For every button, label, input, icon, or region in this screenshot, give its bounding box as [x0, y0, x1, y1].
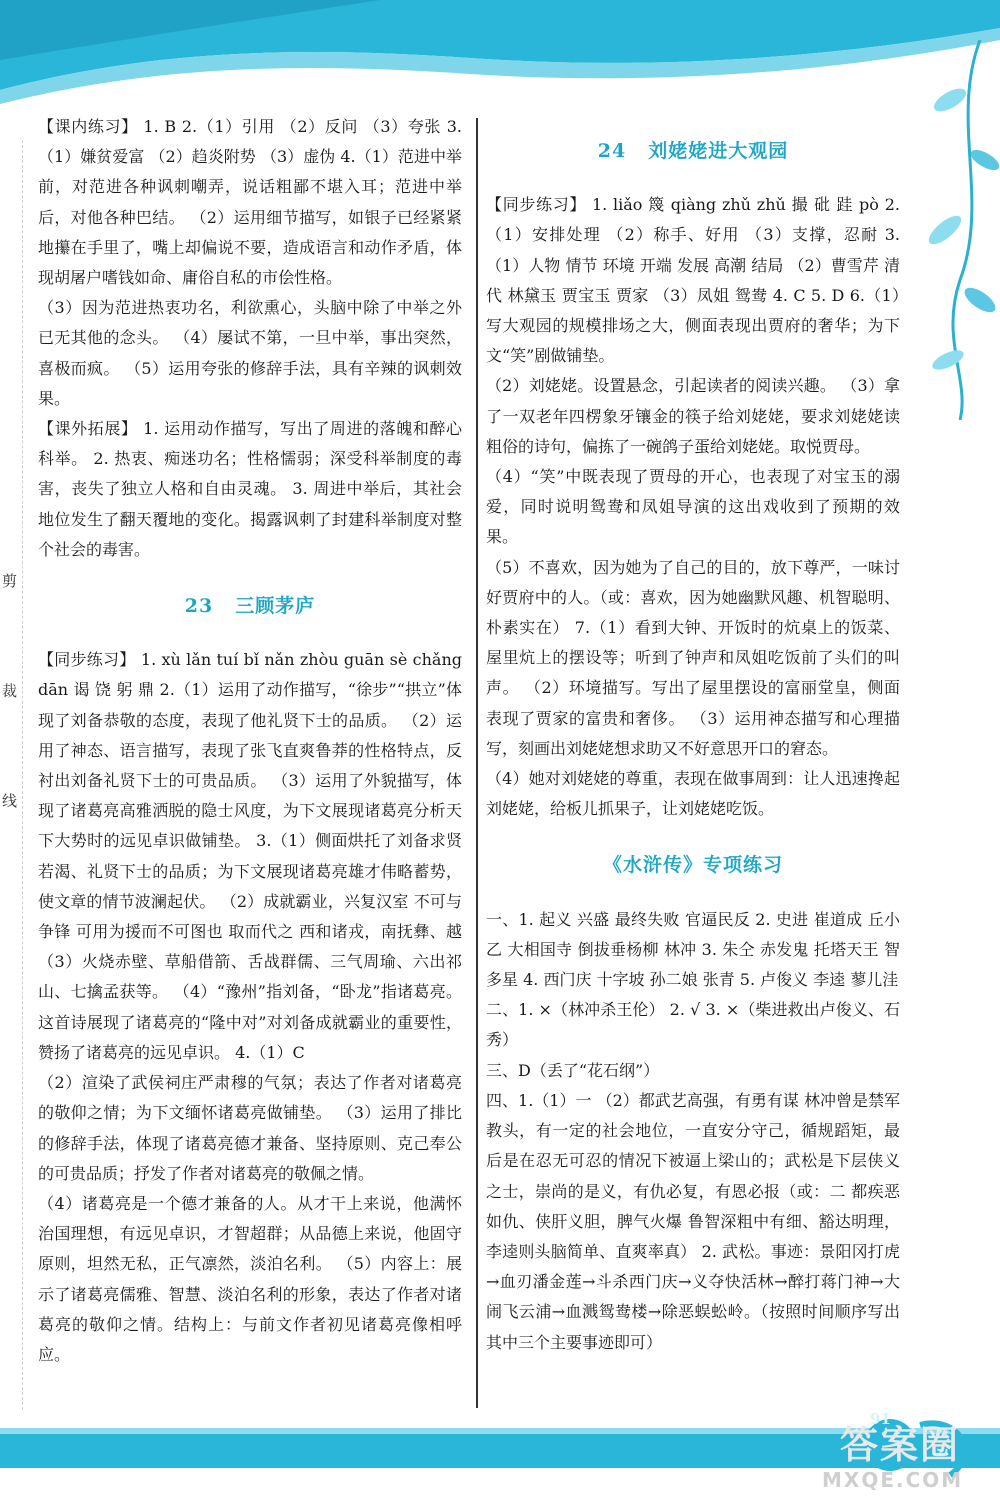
right-paragraph: （4）她对刘姥姥的尊重，表现在做事周到：让人迅速搀起刘姥姥，给板儿抓果子，让刘姥姥吃饭。 [486, 769, 900, 819]
question-item: 一、1. 起义 兴盛 最终失败 官逼民反 2. 史进 崔道成 丘小乙 大相国寺 倒拔垂杨柳 林冲 3. 朱仝 赤发鬼 托塔天王 智多星 4. 西门庆 十字坡 孙二娘 张青 5. 卢俊义 李逵 蓼儿洼 [486, 909, 900, 990]
right-paragraph: 【同步练习】 1. liǎo 篾 qiàng zhǔ zhǔ 撮 砒 跬 pò 2.（1）安排处理 （2）称手、好用 （3）支撑，忍耐 3.（1）人物 情节 环境 开端 发展 高潮 结局 （2）曹雪芹 清代 林黛玉 贾宝玉 贾家 （3）凤姐 鸳鸯 4. C 5. D 6.（1）写大观园的规模排场之大，侧面表现出贾府的奢华；为下文“笑”剧做铺垫。 [486, 195, 900, 366]
page-number: 91 [870, 1410, 891, 1428]
question-item: 四、1.（1）一 （2）都武艺高强，有勇有谋 林冲曾是禁军教头，有一定的社会地位，一直安分守己，循规蹈矩，最后是在忍无可忍的情况下被逼上梁山的；武松是下层侠义之士，崇尚的是义，有仇必复，有恩必报（或：二 都疾恶如仇、侠肝义胆，脾气火爆 鲁智深粗中有细、豁达明理，李逵则头脑简单、直爽率真） 2. 武松。事迹：景阳冈打虎→血刃潘金莲→斗杀西门庆→义夺快活林→醉打蒋门神→大闹飞云浦→血溅鸳鸯楼→除恶蜈蚣岭。（按照时间顺序写出其中三个主要事迹即可） [486, 1090, 900, 1352]
margin-mark-trim: 裁 [2, 682, 18, 700]
left-paragraph: （2）渲染了武侯祠庄严肃穆的气氛；表达了作者对诸葛亮的敬仰之情；为下文缅怀诸葛亮做铺垫。 （3）运用了排比的修辞手法，体现了诸葛亮德才兼备、坚持原则、克己奉公的可贵品质；抒发了作者对诸葛亮的敬佩之情。 [38, 1073, 462, 1183]
watermark-logo: 答案圈 [840, 1423, 961, 1467]
question-item: 三、D（丢了“花石纲”） [486, 1060, 660, 1080]
section-number: 24 [597, 140, 627, 162]
cut-line [22, 140, 23, 1410]
section-title: 《水浒传》专项练习 [602, 854, 783, 877]
right-paragraph: （2）刘姥姥。设置悬念，引起读者的阅读兴趣。 （3）拿了一双老年四楞象牙镶金的筷子给刘姥姥，要求刘姥姥读粗俗的诗句，偏拣了一碗鸽子蛋给刘姥姥。取悦贾母。 [486, 376, 900, 456]
section-title-text: 三顾茅庐 [235, 595, 316, 618]
right-column [486, 112, 900, 1358]
right-paragraph: （4）“笑”中既表现了贾母的开心，也表现了对宝玉的溺爱，同时说明鸳鸯和凤姐导演的这出戏收到了预期的效果。 [486, 467, 900, 547]
watermark-url: MXQE.COM [822, 1468, 964, 1492]
left-column [38, 112, 462, 1370]
left-paragraph: 【课外拓展】 1. 运用动作描写，写出了周进的落魄和醉心科举。 2. 热衷、痴迷功名；性格懦弱；深受科举制度的毒害，丧失了独立人格和自由灵魂。 3. 周进中举后，其社会地位发生了翻天覆地的变化。揭露讽刺了封建科举制度对整个社会的毒害。 [38, 419, 462, 559]
section-title [38, 591, 462, 621]
left-paragraph: （4）诸葛亮是一个德才兼备的人。从才干上来说，他满怀治国理想，有远见卓识，才智超群；从品德上来说，他固守原则，坦然无私，正气凛然，淡泊名利。 （5）内容上：展示了诸葛亮儒雅、智慧、淡泊名利的形象，表达了作者对诸葛亮的敬仰之情。结构上：与前文作者初见诸葛亮像相呼应。 [38, 1193, 462, 1364]
vine-decoration [910, 40, 1000, 420]
question-item: 二、1. ×（林冲杀王伦） 2. √ 3. ×（柴进救出卢俊义、石秀） [486, 1000, 900, 1050]
left-paragraph: 【课内练习】 1. B 2.（1）引用 （2）反问 （3）夸张 3.（1）嫌贫爱富 （2）趋炎附势 （3）虚伪 4.（1）范进中举前，对范进各种讽刺嘲弄，说话粗鄙不堪入耳；范进中举后，对他各种巴结。 （2）运用细节描写，如银子已经紧紧地攥在手里了，嘴上却偏说不要，造成语言和动作矛盾，体现胡屠户嗜钱如命、庸俗自私的市侩性格。 [38, 117, 462, 288]
right-paragraph: （5）不喜欢，因为她为了自己的目的，放下尊严，一味讨好贾府中的人。（或：喜欢，因为她幽默风趣、机智聪明、朴素实在） 7.（1）看到大钟、开饭时的炕桌上的饭菜、屋里炕上的摆设等；听到了钟声和凤姐吃饭前了头们的叫声。 （2）环境描写。写出了屋里摆设的富丽堂皇，侧面表现了贾家的富贵和奢侈。 （3）运用神态描写和心理描写，刻画出刘姥姥想求助又不好意思开口的窘态。 [486, 557, 900, 758]
column-divider [476, 118, 478, 1408]
left-paragraph: 【同步练习】 1. xù lǎn tuí bǐ nǎn zhòu guān sè chǎng dān 谒 饶 躬 鼎 2.（1）运用了动作描写，“徐步”“拱立”体现了刘备恭敬的态度，表现了他礼贤下士的品质。 （2）运用了神态、语言描写，表现了张飞直爽鲁莽的性格特点，反衬出刘备礼贤下士的可贵品质。 （3）运用了外貌描写，体现了诸葛亮高雅洒脱的隐士风度，为下文展现诸葛亮分析天下大势时的远见卓识做铺垫。 3.（1）侧面烘托了刘备求贤若渴、礼贤下士的品质；为下文展现诸葛亮雄才伟略蓄势，使文章的情节波澜起伏。 （2）成就霸业，兴复汉室 不可与争锋 可用为援而不可图也 取而代之 西和诸戎，南抚彝、越 （3）火烧赤壁、草船借箭、舌战群儒、三气周瑜、六出祁山、七擒孟获等。 （4）“豫州”指刘备，“卧龙”指诸葛亮。这首诗展现了诸葛亮的“隆中对”对刘备成就霸业的重要性，赞扬了诸葛亮的远见卓识。 4.（1）C [38, 650, 462, 1062]
left-paragraph: （3）因为范进热衷功名，利欲熏心，头脑中除了中举之外已无其他的念头。 （4）屡试不第，一旦中举，事出突然，喜极而疯。 （5）运用夸张的修辞手法，具有辛辣的讽刺效果。 [38, 298, 462, 408]
margin-mark-cut: 剪 [2, 572, 18, 590]
margin-mark-line: 线 [2, 792, 18, 810]
section-title-text: 刘姥姥进大观园 [648, 140, 789, 162]
section-title [486, 136, 900, 166]
top-wave-banner [0, 0, 1000, 110]
section-number: 23 [184, 595, 214, 618]
